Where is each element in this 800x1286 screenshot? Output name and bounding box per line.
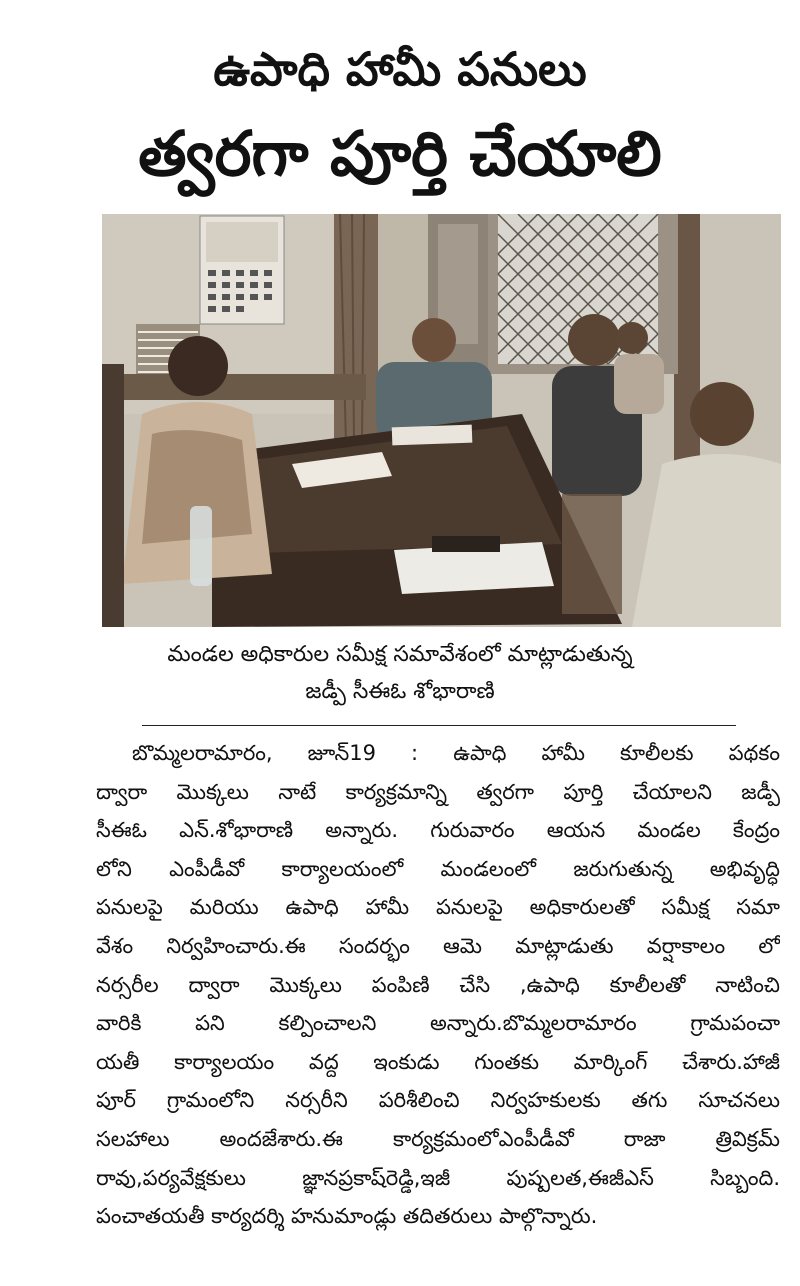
body-line: యతీ కార్యాలయం వద్ద ఇంకుడు గుంతకు మార్కింగ్ చేశారు.హాజీ [96, 1049, 780, 1074]
headline-line-1: ఉపాధి హామీ పనులు [213, 42, 587, 96]
headline-line-2: త్వరగా పూర్తి చేయాలి [138, 117, 662, 190]
body-line: సలహాలు అందజేశారు.ఈ కార్యక్రమంలోఎంపీడీవో రాజా త్రివిక్రమ్ [96, 1126, 780, 1151]
clipped-next-article-line [130, 1276, 780, 1286]
body-line: సీఈఓ ఎన్.శోభారాణి అన్నారు. గురువారం ఆయన మండల కేంద్రం [96, 818, 780, 843]
body-line: బొమ్మలరామారం, జూన్19 : ఉపాధి హామీ కూలీలకు పథకం [132, 741, 780, 765]
article-body [96, 734, 780, 1236]
news-photo [102, 214, 781, 627]
body-line: ద్వారా మొక్కలు నాటే కార్యక్రమాన్ని త్వరగా పూర్తి చేయాలని జడ్పీ [96, 779, 780, 804]
body-line: నర్సరీల ద్వారా మొక్కలు పంపిణి చేసి ,ఉపాధి కూలీలతో నాటించి [96, 972, 780, 997]
photo-caption-line-1: మండల అధికారుల సమీక్ష సమావేశంలో మాట్లాడుతున్న [167, 642, 633, 667]
clipped-text [96, 0, 496, 8]
divider-rule [142, 725, 736, 726]
clipped-text [130, 1276, 780, 1286]
photo-caption-line-2: జడ్పీ సీఈఓ శోభారాణి [305, 679, 495, 704]
clipped-previous-article-line [96, 0, 496, 8]
body-line: పూర్ గ్రామంలోని నర్సరీని పరిశీలించి నిర్వహకులకు తగు సూచనలు [96, 1088, 780, 1113]
body-line: వేశం నిర్వహించారు.ఈ సందర్భం ఆమె మాట్లాడుతు వర్షాకాలం లో [96, 933, 780, 958]
body-line: పనులపై మరియు ఉపాధి హామీ పనులపై అధికారులతో సమీక్ష సమా [96, 895, 780, 920]
body-line: వారికి పని కల్పించాలని అన్నారు.బొమ్మలరామారం గ్రామపంచా [96, 1011, 780, 1036]
body-line: పంచాతయతీ కార్యదర్శి హనుమాండ్లు తదితరులు పాల్గొన్నారు. [96, 1204, 598, 1229]
body-line: లోని ఎంపీడీవో కార్యాలయంలో మండలంలో జరుగుతున్న అభివృద్ధి [96, 856, 780, 881]
body-line: రావు,పర్యవేక్షకులు జ్ఞానప్రకాష్‌రెడ్డి,ఇజీ పుష్పలత,ఈజీఎస్ సిబ్బంది. [96, 1165, 780, 1190]
